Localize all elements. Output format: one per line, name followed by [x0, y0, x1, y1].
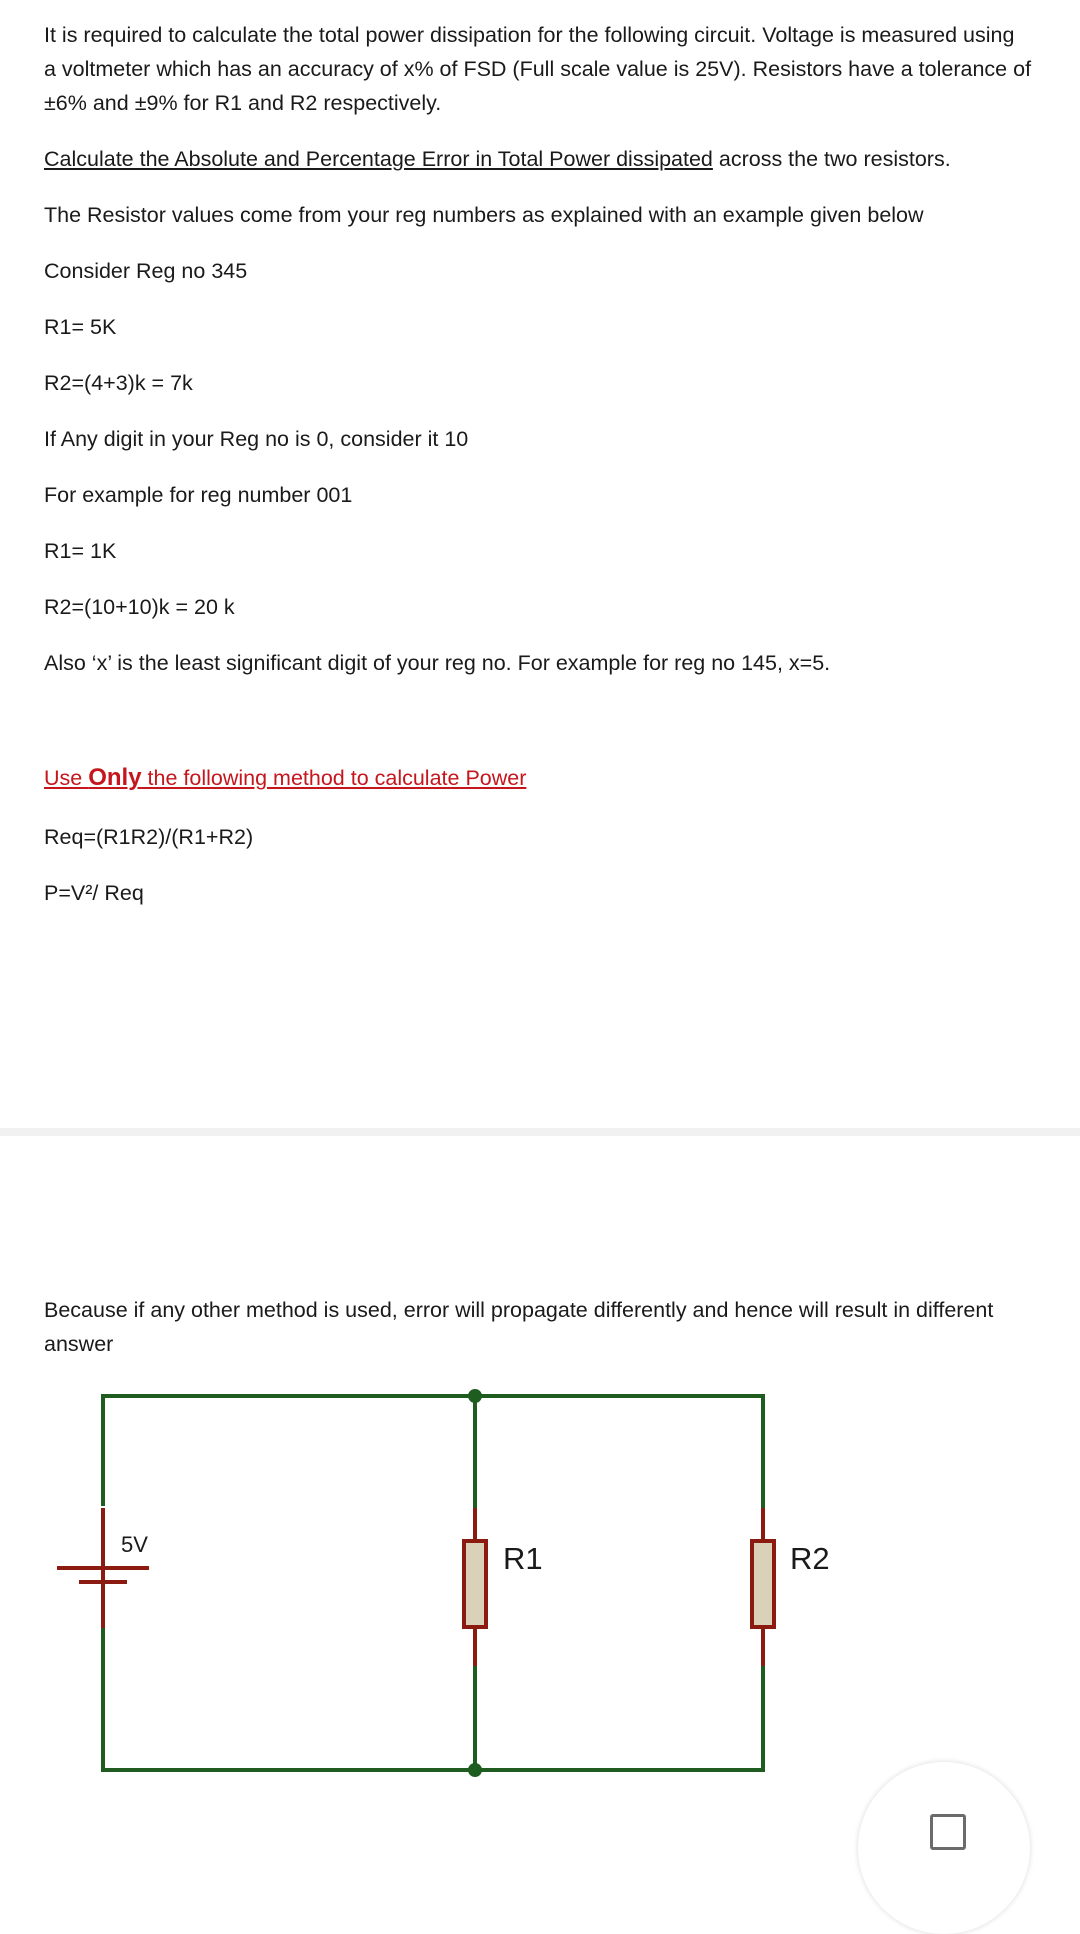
r2-label: R2 — [790, 1541, 830, 1576]
r1-label: R1 — [503, 1541, 543, 1576]
formula-req: Req=(R1R2)/(R1+R2) — [44, 825, 254, 849]
intro-line-1: It is required to calculate the total power dissipation for the following circuit. Voltage is measured using — [44, 23, 1015, 47]
method-suffix: the following method to calculate Power — [141, 766, 527, 790]
example1-r1: R1= 5K — [44, 315, 117, 339]
example1-r2: R2=(4+3)k = 7k — [44, 371, 193, 395]
junction-top — [468, 1389, 482, 1403]
method-emphasis: Only — [88, 764, 142, 791]
resistor-r2 — [752, 1508, 830, 1666]
zero-rule: If Any digit in your Reg no is 0, consider it 10 — [44, 427, 469, 451]
example2-r2: R2=(10+10)k = 20 k — [44, 595, 235, 619]
junction-bottom — [468, 1763, 482, 1777]
task-rest-text: across the two resistors. — [712, 147, 951, 171]
edit-fab-button[interactable] — [858, 1762, 1030, 1934]
edit-icon — [930, 1814, 966, 1850]
because-note: Because if any other method is used, error will propagate differently and hence will result in different answer — [44, 1298, 994, 1356]
outer-wire-loop — [103, 1396, 763, 1770]
battery-label: 5V — [121, 1532, 148, 1557]
resistor-note: The Resistor values come from your reg numbers as explained with an example given below — [44, 203, 924, 227]
r1-body — [464, 1541, 486, 1627]
method-prefix: Use — [44, 766, 89, 790]
intro-line-3: ±6% and ±9% for R1 and R2 respectively. — [44, 91, 442, 115]
resistor-r1 — [464, 1508, 543, 1666]
intro-line-2: a voltmeter which has an accuracy of x% of FSD (Full scale value is 25V). Resistors have a tolerance of — [44, 57, 1032, 81]
circuit-wires — [103, 1396, 763, 1770]
battery-source — [57, 1506, 149, 1628]
example2-intro: For example for reg number 001 — [44, 483, 353, 507]
example2-r1: R1= 1K — [44, 539, 117, 563]
formula-power: P=V²/ Req — [44, 881, 144, 905]
x-note: Also ‘x’ is the least significant digit of your reg no. For example for reg no 145, x=5. — [44, 651, 831, 675]
r2-body — [752, 1541, 774, 1627]
example1-consider: Consider Reg no 345 — [44, 259, 248, 283]
task-underlined-text: Calculate the Absolute and Percentage Error in Total Power dissipated — [44, 147, 713, 171]
